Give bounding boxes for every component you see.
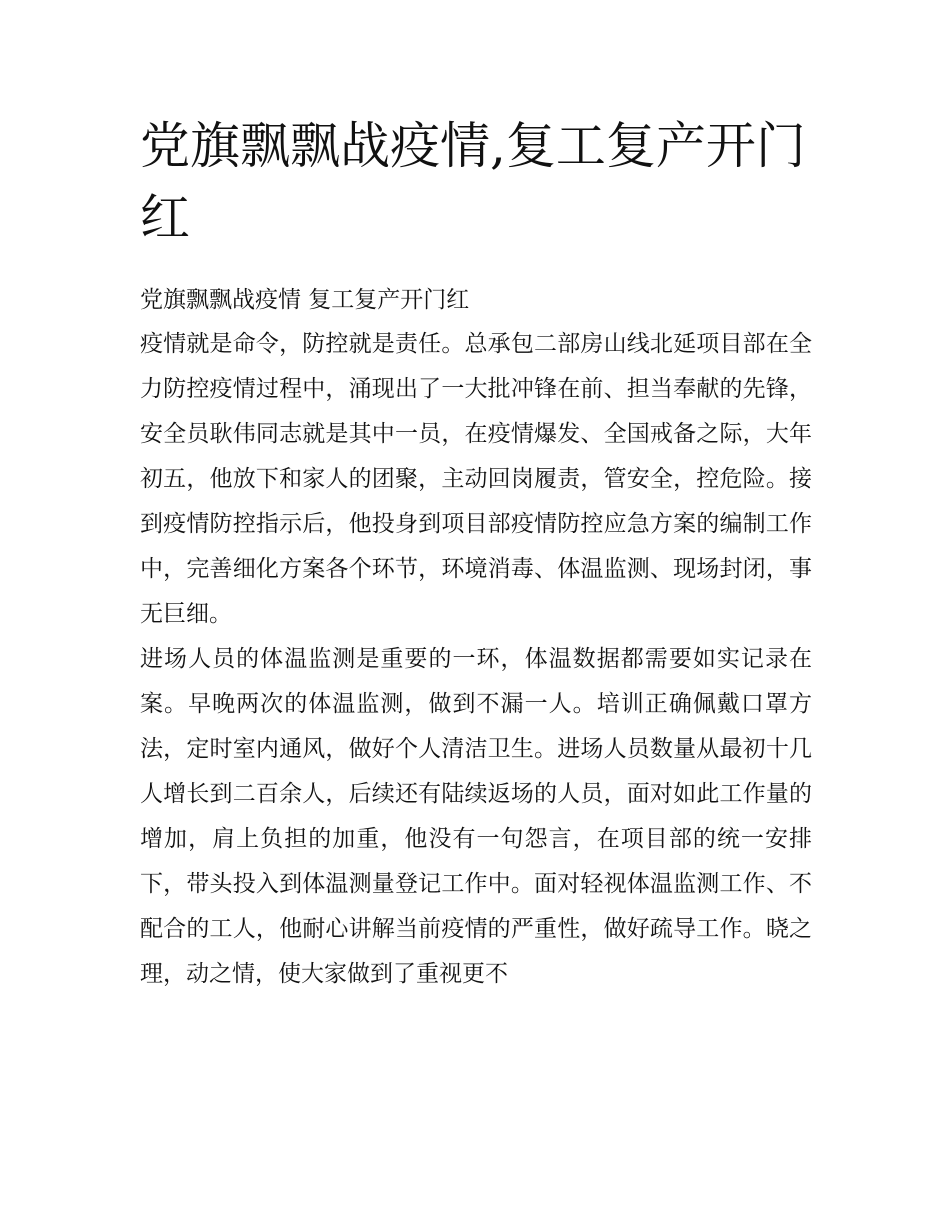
document-subtitle: 党旗飘飘战疫情 复工复产开门红 <box>140 287 470 313</box>
paragraph-1: 疫情就是命令，防控就是责任。总承包二部房山线北延项目部在全力防控疫情过程中，涌现出了一大批冲锋在前、担当奉献的先锋，安全员耿伟同志就是其中一员，在疫情爆发、全国戒备之际，大年初五，他放下和家人的团聚，主动回岗履责，管安全，控危险。接到疫情防控指示后，他投身到项目部疫情防控应急方案的编制工作中，完善细化方案各个环节，环境消毒、体温监测、现场封闭，事无巨细。 <box>140 331 812 627</box>
document-page <box>140 110 812 997</box>
paragraph-2: 进场人员的体温监测是重要的一环，体温数据都需要如实记录在案。早晚两次的体温监测，做到不漏一人。培训正确佩戴口罩方法，定时室内通风，做好个人清洁卫生。进场人员数量从最初十几人增长到二百余人，后续还有陆续返场的人员，面对如此工作量的增加，肩上负担的加重，他没有一句怨言，在项目部的统一安排下，带头投入到体温测量登记工作中。面对轻视体温监测工作、不配合的工人，他耐心讲解当前疫情的严重性，做好疏导工作。晓之理，动之情，使大家做到了重视更不 <box>140 646 812 987</box>
document-title: 党旗飘飘战疫情,复工复产开门红 <box>140 117 806 247</box>
